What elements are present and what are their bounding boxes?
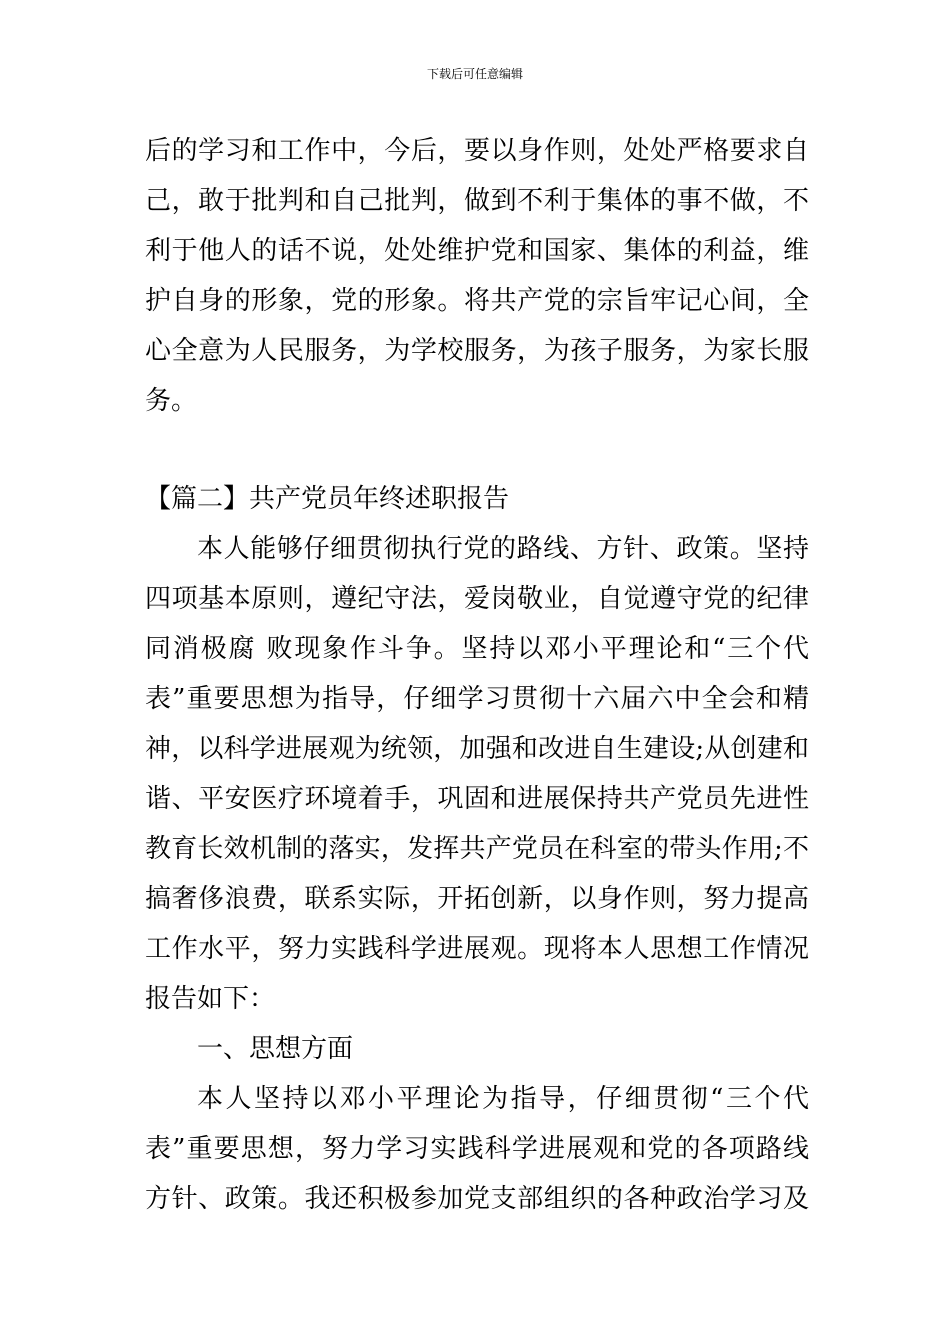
text-line: 己，敢于批判和自己批判，做到不利于集体的事不做，不 [145,186,809,216]
text-line: 四项基本原则，遵纪守法，爱岗敬业，自觉遵守党的纪律 [145,584,809,614]
text-line: 报告如下： [145,984,276,1014]
page-header: 下载后可任意编辑 [426,67,523,81]
text-line: 同消极腐 败现象作斗争。坚持以邓小平理论和“三个代 [145,634,809,664]
paragraph-gap [145,426,809,474]
text-line: 心全意为人民服务，为学校服务，为孩子服务，为家长服 [145,336,809,366]
text-line: 表”重要思想为指导，仔细学习贯彻十六届六中全会和精 [145,684,809,714]
text-line: 务。 [145,386,198,416]
text-line: 后的学习和工作中，今后，要以身作则，处处严格要求自 [145,136,809,166]
text-line: 神，以科学进展观为统领，加强和改进自生建设;从创建和 [145,734,809,764]
text-line: 工作水平，努力实践科学进展观。现将本人思想工作情况 [145,934,809,964]
text-line: 搞奢侈浪费，联系实际，开拓创新，以身作则，努力提高 [145,884,809,914]
text-line: 本人坚持以邓小平理论为指导，仔细贯彻“三个代 [197,1084,809,1114]
text-line: 利于他人的话不说，处处维护党和国家、集体的利益，维 [145,236,809,266]
text-line: 方针、政策。我还积极参加党支部组织的各种政治学习及 [145,1184,809,1214]
section-title: 【篇二】共产党员年终述职报告 [145,484,510,514]
paragraph-1 [145,126,809,426]
text-line: 教育长效机制的落实，发挥共产党员在科室的带头作用;不 [145,834,809,864]
text-line: 护自身的形象，党的形象。将共产党的宗旨牢记心间，全 [145,286,809,316]
text-line: 本人能够仔细贯彻执行党的路线、方针、政策。坚持 [197,534,809,564]
subheading: 一、思想方面 [197,1034,354,1064]
text-line: 谐、平安医疗环境着手，巩固和进展保持共产党员先进性 [145,784,809,814]
paragraph-3 [145,1074,809,1224]
text-line: 表”重要思想，努力学习实践科学进展观和党的各项路线 [145,1134,809,1164]
paragraph-2 [145,524,809,1024]
document-body [145,126,809,1224]
